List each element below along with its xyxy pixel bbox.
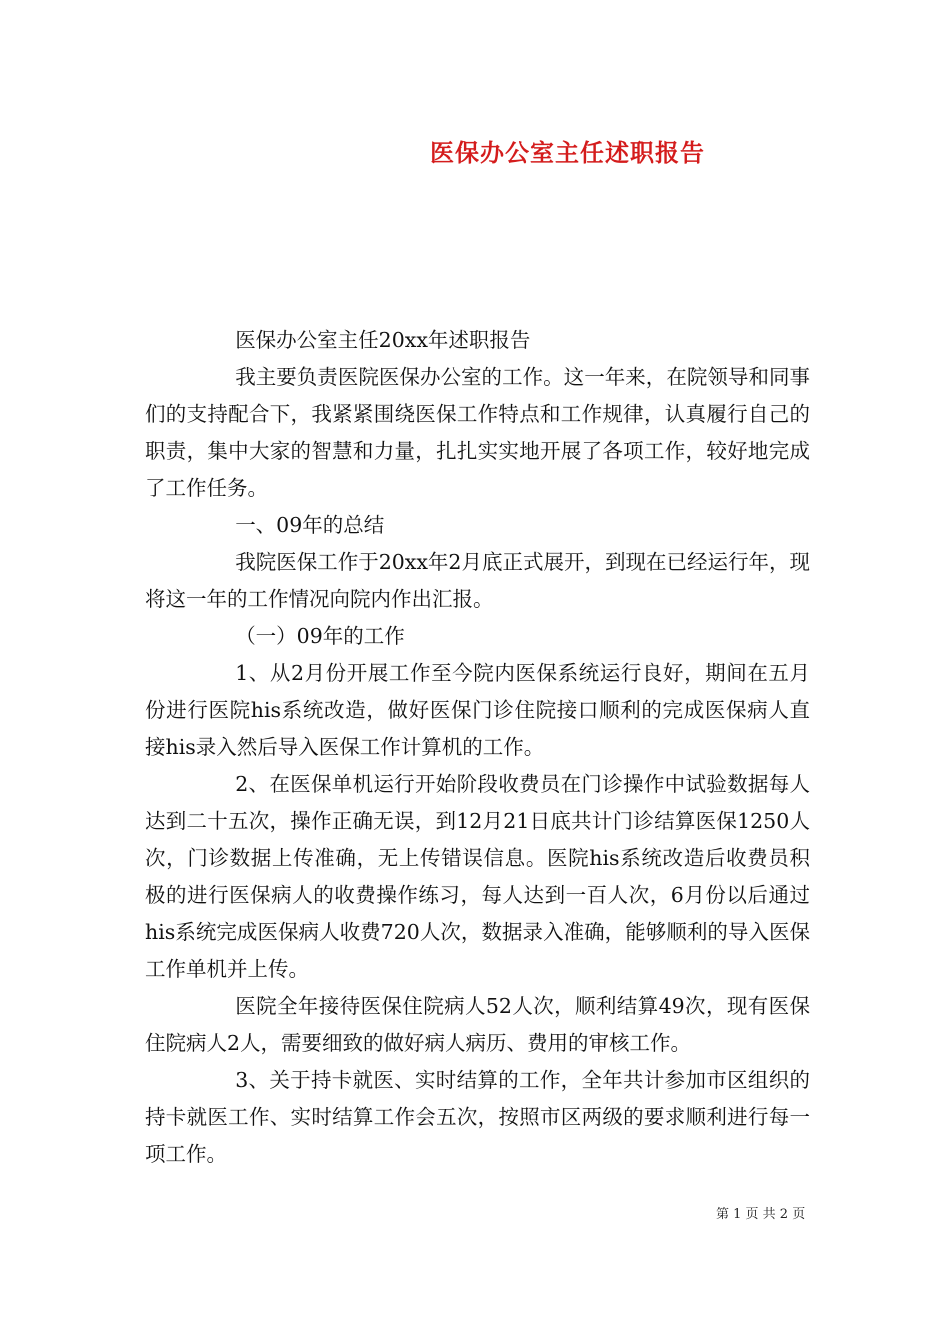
paragraph-intro: 我主要负责医院医保办公室的工作。这一年来，在院领导和同事们的支持配合下，我紧紧围绕医保工作特点和工作规律，认真履行自己的职责，集中大家的智慧和力量，扎扎实实地开展了各项工作，较好地完成了工作任务。: [145, 365, 810, 500]
paragraph-item-3: 3、关于持卡就医、实时结算的工作，全年共计参加市区组织的持卡就医工作、实时结算工作会五次，按照市区两级的要求顺利进行每一项工作。: [145, 1068, 810, 1166]
page-footer: 第 1 页 共 2 页: [716, 1207, 806, 1222]
subsection-heading-work: （一）09年的工作: [235, 624, 405, 648]
paragraph-inpatient: 医院全年接待医保住院病人52人次，顺利结算49次，现有医保住院病人2人，需要细致的做好病人病历、费用的审核工作。: [145, 994, 810, 1055]
section-heading-summary: 一、09年的总结: [235, 513, 385, 537]
paragraph-overview: 我院医保工作于20xx年2月底正式展开，到现在已经运行年，现将这一年的工作情况向院内作出汇报。: [145, 550, 810, 611]
document-title: 医保办公室主任述职报告: [430, 138, 705, 167]
paragraph-item-1: 1、从2月份开展工作至今院内医保系统运行良好，期间在五月份进行医院his系统改造，做好医保门诊住院接口顺利的完成医保病人直接his录入然后导入医保工作计算机的工作。: [145, 661, 810, 759]
document-subtitle: 医保办公室主任20xx年述职报告: [235, 328, 531, 352]
paragraph-item-2: 2、在医保单机运行开始阶段收费员在门诊操作中试验数据每人达到二十五次，操作正确无误，到12月21日底共计门诊结算医保1250人次，门诊数据上传准确，无上传错误信息。医院his系统改造后收费员积极的进行医保病人的收费操作练习，每人达到一百人次，6月份以后通过his系统完成医保病人收费720人次，数据录入准确，能够顺利的导入医保工作单机并上传。: [145, 772, 810, 981]
document-body: [145, 322, 810, 1173]
